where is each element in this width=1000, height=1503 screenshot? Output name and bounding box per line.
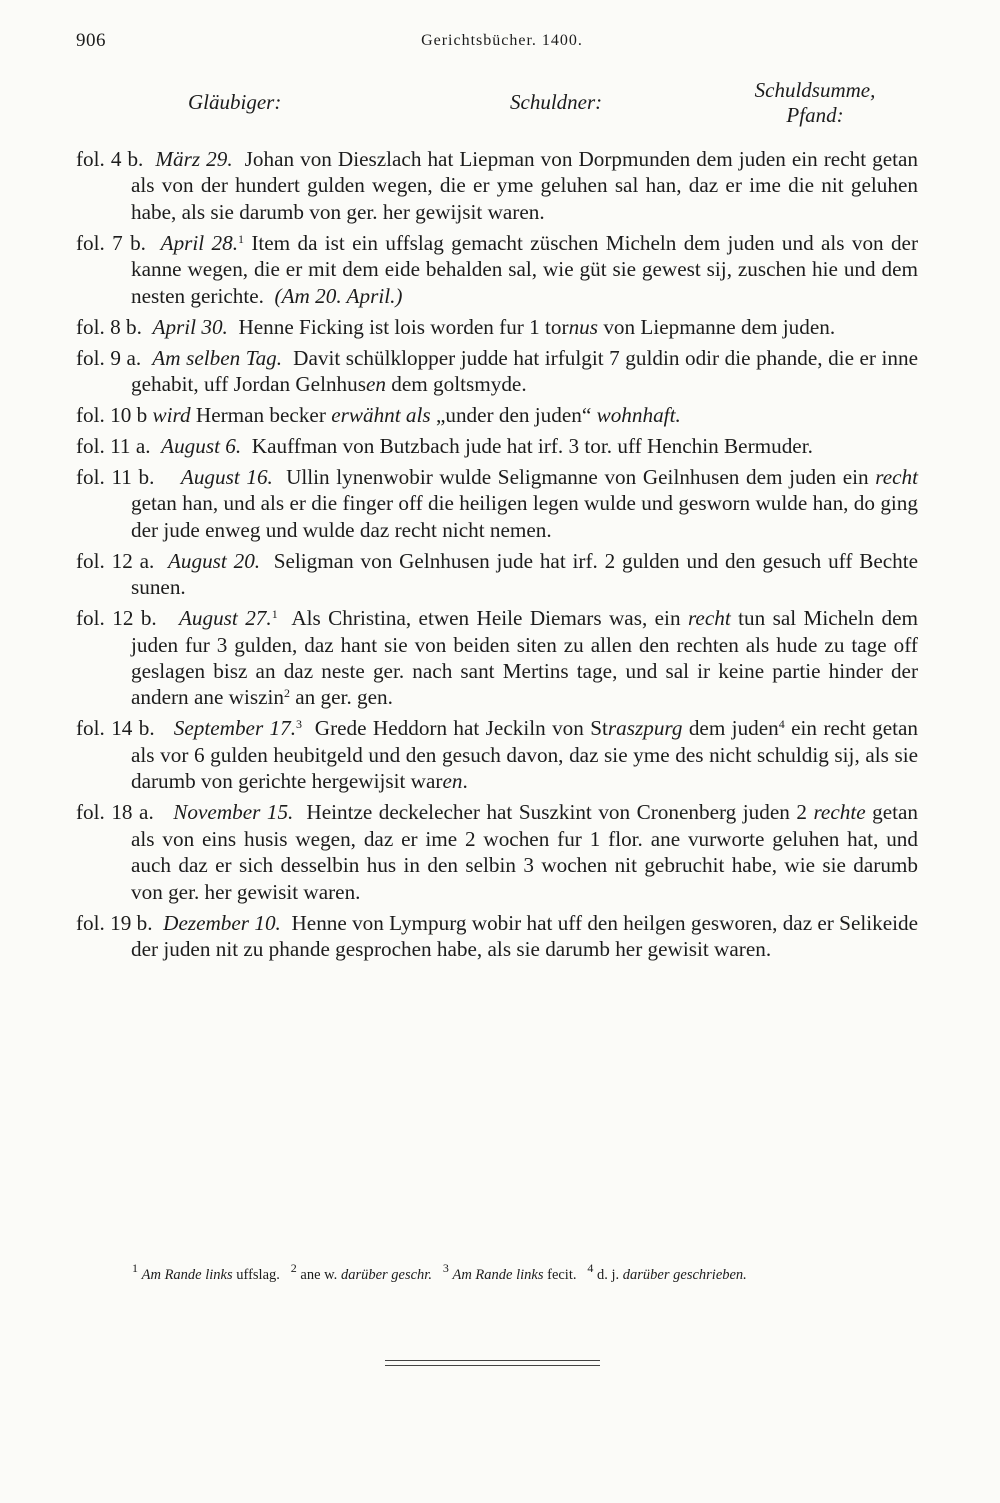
entry-text: Henne von Lympurg wobir hat uff den heilgen gesworen, daz er Selikeide der juden nit zu phande gesprochen habe, als sie darumb her gewisit waren.: [131, 910, 919, 961]
entry-text-expansion: en: [365, 372, 386, 397]
entry: [76, 314, 918, 340]
entry-text: Ullin lynenwobir wulde Seligmanne von Geilnhusen dem juden ein: [286, 465, 869, 490]
entry-text: Heintze deckelecher hat Suszkint von Cronenberg juden 2: [306, 800, 807, 825]
footnote-number: 2: [290, 1261, 297, 1275]
entry-text: Seligman von Gelnhusen jude hat irf. 2 gulden und den gesuch uff Bechte sunen.: [131, 548, 919, 600]
column-heading-creditor: Gläubiger:: [188, 90, 282, 114]
entry-text: Als Christina, etwen Heile Diemars was, ein: [291, 606, 681, 631]
entry-editorial-note: (Am 20. April.): [274, 283, 403, 308]
entry-text: Davit schülklopper judde hat irfulgit 7 guldin odir die phande, die er inne gehabit, uff Jordan Gelnhus: [131, 345, 918, 397]
footnote-text-italic: Am Rande links: [452, 1267, 544, 1283]
entry-date: April 28.: [160, 230, 238, 255]
folio-ref: fol. 11 a.: [76, 434, 151, 459]
entry-text-expansion: en: [442, 769, 463, 794]
entry-date: August 20.: [167, 548, 261, 573]
column-heading-amount-line2: Pfand:: [786, 103, 844, 127]
entry-editorial-word: wohnhaft.: [596, 403, 681, 428]
entry-text-expansion: nus: [568, 314, 599, 339]
page-number: 906: [76, 30, 106, 51]
entry: [76, 146, 918, 225]
entry-date: Dezember 10.: [163, 910, 281, 935]
entry: [76, 605, 918, 711]
footnote-text: ane w.: [300, 1267, 338, 1283]
entry: [76, 433, 918, 459]
entry-text: Henne Ficking ist lois worden fur 1 tor: [238, 314, 569, 339]
footnote-ref: 2: [283, 686, 290, 701]
footnotes: [76, 1263, 920, 1287]
entry-text: getan als von eins husis wegen, daz er ime 2 wochen fur 1 flor. ane vurworte geluhen hat, und auch daz er sich desselbin hus in den selbin 3 wochen nit gebruchit habe, wie sie darumb von ger. her gewisit waren.: [131, 800, 919, 904]
entry-text: tun sal Micheln dem juden fur 3 gulden, daz hant sie von beiden siten zu allen den rechten als hude zu tage off geslagen bisz an daz neste ger. nach sant Mertins tage, und sal ir keine partie hinder der andern ane wiszin: [131, 606, 919, 710]
entry-date: März 29.: [155, 147, 233, 171]
entry-text-emphasis: rechte: [813, 800, 866, 825]
folio-ref: fol. 12 b.: [76, 606, 157, 631]
folio-ref: fol. 10 b: [76, 403, 148, 428]
footnote-ref: 4: [778, 717, 785, 732]
column-headings: [76, 78, 928, 128]
entry: [76, 910, 918, 963]
entry-text: von Liepmanne dem juden.: [598, 314, 836, 339]
entry-text: ein recht getan als vor 6 gulden heubitgeld und den gesuch davon, daz sie yme des nicht schuldig sij, als sie darumb von gerichte hergewijsit war: [131, 716, 918, 794]
folio-ref: fol. 9 a.: [76, 345, 142, 370]
entry-date: August 6.: [161, 434, 242, 459]
entry-editorial-word: erwähnt als: [331, 403, 431, 428]
entry-text-emphasis: recht: [687, 606, 731, 631]
folio-ref: fol. 8 b.: [76, 314, 142, 339]
entry-text: dem goltsmyde.: [385, 372, 527, 397]
entry: [76, 230, 918, 309]
column-heading-amount: [730, 78, 900, 128]
footnote-text-italic: Am Rande links: [141, 1267, 233, 1283]
entry-text: Kauffman von Butzbach jude hat irf. 3 tor. uff Henchin Bermuder.: [251, 434, 813, 459]
entry-text: an ger. gen.: [289, 685, 393, 710]
entry-text: dem juden: [682, 716, 779, 741]
entry: [76, 548, 918, 601]
entry-date: August 27.: [178, 606, 272, 631]
footnote-text-italic: darüber geschr.: [340, 1267, 432, 1283]
footnote-number: 1: [132, 1261, 138, 1275]
footnote-ref: 1: [271, 607, 278, 622]
folio-ref: fol. 18 a.: [76, 800, 154, 825]
entry-date: August 16.: [180, 465, 273, 490]
folio-ref: fol. 12 a.: [76, 548, 155, 573]
entry: [76, 402, 918, 428]
folio-ref: fol. 4 b.: [76, 147, 144, 171]
entry-date: Am selben Tag.: [152, 345, 283, 370]
footnote-text: d. j.: [597, 1267, 620, 1283]
entry-text: Herman becker: [195, 403, 326, 428]
entry-text: .: [462, 769, 468, 794]
entry-editorial-word: wird: [152, 403, 191, 428]
footnote-ref: 1: [238, 231, 244, 246]
folio-ref: fol. 14 b.: [76, 716, 155, 741]
footnote-number: 4: [587, 1261, 594, 1275]
page-header: [76, 30, 928, 54]
column-heading-debtor: Schuldner:: [510, 90, 603, 114]
column-heading-amount-line1: Schuldsumme,: [754, 78, 876, 102]
entry-text: getan han, und als er die finger off die heiligen legen wulde und gesworn wulde han, do ging der jude enweg und wulde daz recht nicht nemen.: [131, 491, 918, 542]
footnote-text: fecit.: [547, 1267, 577, 1283]
footnote-ref: 3: [296, 717, 303, 732]
footnote-text: uffslag.: [236, 1267, 280, 1283]
entry: [76, 799, 918, 905]
entry-text: Grede Heddorn hat Jeckiln von St: [314, 716, 608, 741]
folio-ref: fol. 11 b.: [76, 465, 155, 490]
entry-date: November 15.: [173, 800, 294, 825]
entry-text: Item da ist ein uffslag gemacht züschen Micheln dem juden und als von der kanne wegen, die er mit dem eide behalden sal, wie güt sie gewest sij, zuschen hie und dem nesten gerichte.: [131, 230, 919, 308]
footnote-number: 3: [442, 1261, 449, 1275]
folio-ref: fol. 7 b.: [76, 230, 146, 255]
entry: [76, 464, 918, 543]
folio-ref: fol. 19 b.: [76, 910, 153, 935]
entry-text-emphasis: recht: [875, 465, 919, 490]
entry-text-expansion: raszpurg: [607, 716, 683, 741]
entry: [76, 715, 918, 794]
entry-date: April 30.: [152, 314, 228, 339]
entry-date: September 17.: [173, 716, 297, 741]
entry: [76, 345, 918, 398]
entry-text: Johan von Dieszlach hat Liepman von Dorpmunden dem juden ein recht getan als von der hundert gulden wegen, die er yme geluhen sal han, daz er ime die nit geluhen habe, als sie darumb von ger. her gewijsit waren.: [131, 147, 918, 224]
end-rule: [385, 1360, 600, 1366]
entry-list: [76, 146, 918, 967]
running-title: Gerichtsbücher. 1400.: [421, 32, 583, 49]
entry-text: „under den juden“: [435, 403, 592, 428]
footnote-text-italic: darüber geschrieben.: [622, 1267, 747, 1283]
